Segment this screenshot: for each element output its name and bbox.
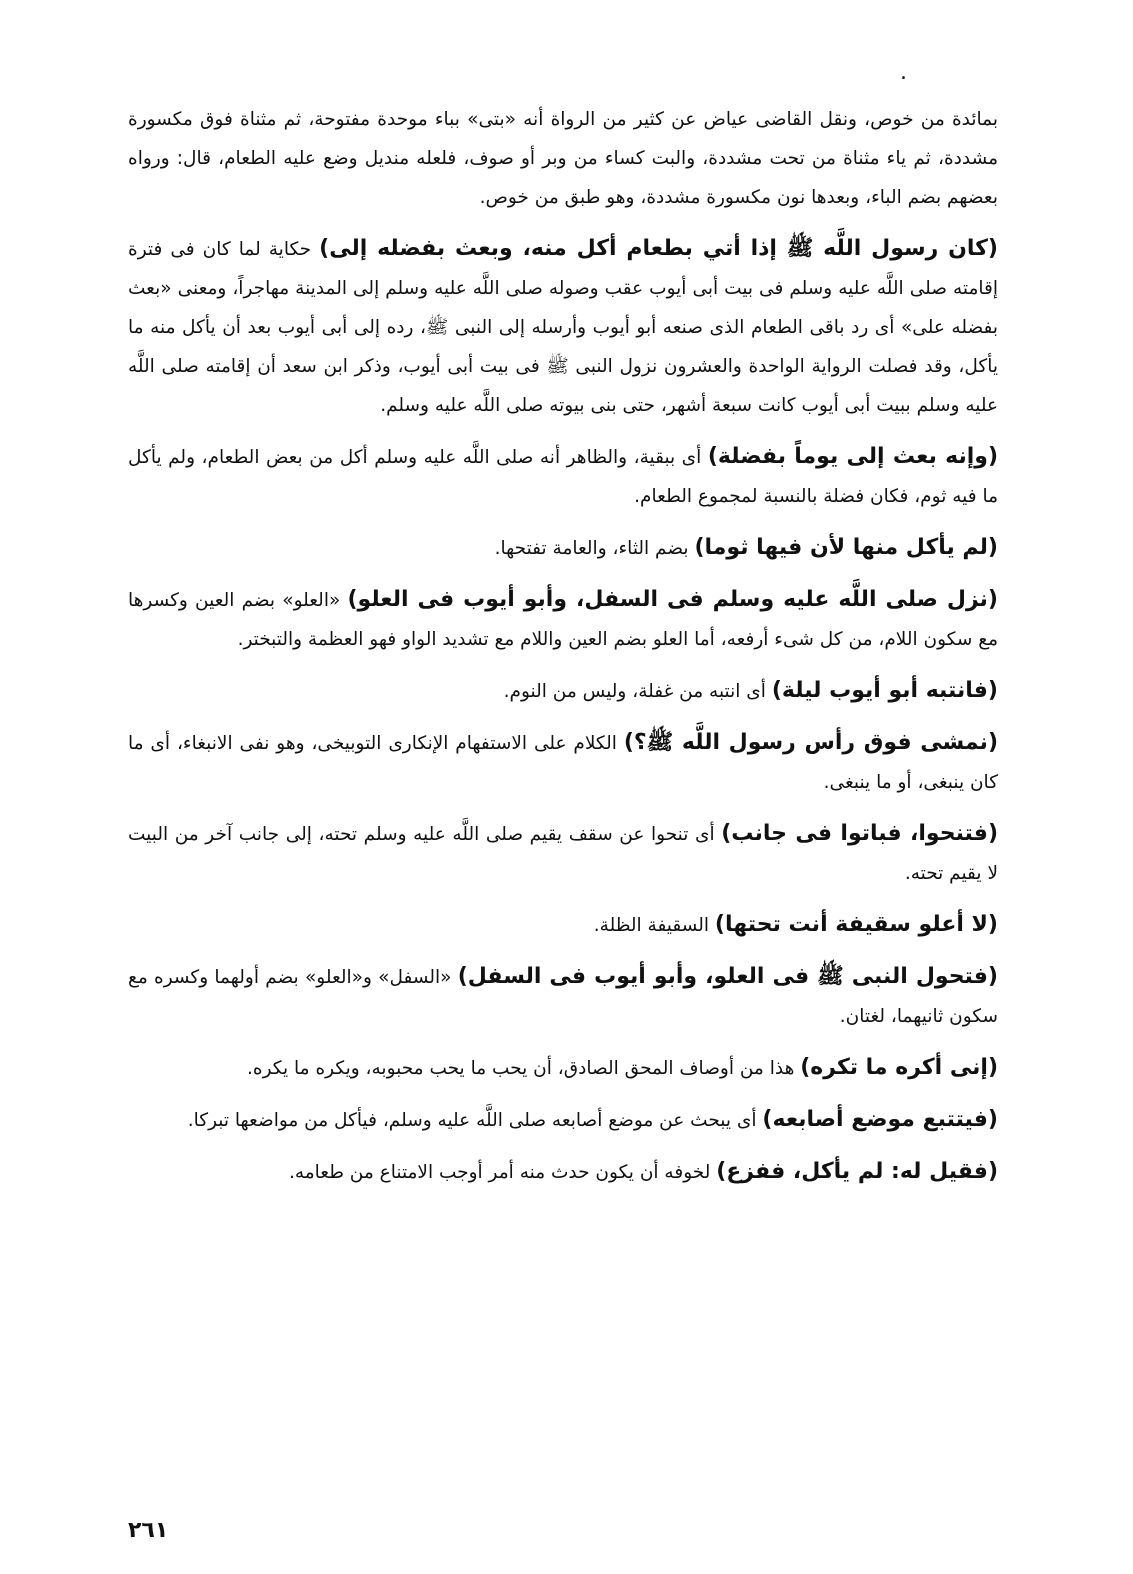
- paragraph-text: أى يبحث عن موضع أصابعه صلى اللَّه عليه وسلم، فيأكل من مواضعها تبركا.: [187, 1110, 757, 1131]
- hadith-quote: (فانتبه أبو أيوب ليلة): [771, 678, 998, 703]
- hadith-quote: (نمشى فوق رأس رسول اللَّه ﷺ؟): [623, 730, 998, 755]
- hadith-quote: (فيتتبع موضع أصابعه): [762, 1107, 998, 1132]
- hadith-quote: (لا أعلو سقيفة أنت تحتها): [714, 912, 998, 937]
- paragraph-text: الكلام على الاستفهام الإنكارى التوبيخى، وهو نفى الانبغاء، أى ما كان ينبغى، أو ما ينبغى.: [128, 733, 998, 793]
- commentary-paragraph: [128, 671, 998, 711]
- hadith-quote: (فقيل له: لم يأكل، ففزع): [716, 1159, 998, 1184]
- commentary-paragraph: [128, 814, 998, 893]
- hadith-quote: (إنى أكره ما تكره): [800, 1055, 998, 1080]
- paragraph-text: أى تنحوا عن سقف يقيم صلى اللَّه عليه وسلم تحته، إلى جانب آخر من البيت لا يقيم تحته.: [128, 824, 998, 884]
- commentary-paragraph: [128, 723, 998, 802]
- paragraph-text: «السفل» و«العلو» بضم أولهما وكسره مع سكون ثانيهما، لغتان.: [128, 967, 998, 1027]
- commentary-paragraph: [128, 528, 998, 568]
- page-body: [128, 100, 998, 1192]
- paragraph-text: أى ببقية، والظاهر أنه صلى اللَّه عليه وسلم أكل من بعض الطعام، ولم يأكل ما فيه ثوم، فكان فضلة بالنسبة لمجموع الطعام.: [128, 447, 998, 507]
- paragraph-text: أى انتبه من غفلة، وليس من النوم.: [503, 681, 766, 702]
- paragraph-text: حكاية لما كان فى فترة إقامته صلى اللَّه عليه وسلم فى بيت أبى أيوب عقب وصوله صلى اللَّه عليه وسلم إلى المدينة مهاجراً، ومعنى «بعث بفضله على» أى رد باقى الطعام الذى صنعه أبو أيوب وأرسله إلى النبى ﷺ، رده إلى أبى أيوب بعد أن يأكل منه ما يأكل، وقد فصلت الرواية الواحدة والعشرون نزول النبى ﷺ فى بيت أبى أيوب، وذكر ابن سعد أن إقامته صلى اللَّه عليه وسلم ببيت أبى أيوب كانت سبعة أشهر، حتى بنى بيوته صلى اللَّه عليه وسلم.: [128, 239, 998, 416]
- hadith-quote: (لم يأكل منها لأن فيها ثوما): [694, 535, 998, 560]
- paragraph-text: لخوفه أن يكون حدث منه أمر أوجب الامتناع من طعامه.: [288, 1162, 711, 1183]
- commentary-paragraph: [128, 957, 998, 1036]
- hadith-quote: (كان رسول اللَّه ﷺ إذا أتي بطعام أكل منه، وبعث بفضله إلى): [319, 236, 998, 261]
- hadith-quote: (وإنه بعث إلى يوماً بفضلة): [707, 444, 999, 469]
- commentary-paragraph: [128, 100, 998, 217]
- paragraph-text: السقيفة الظلة.: [593, 915, 710, 936]
- commentary-paragraph: [128, 437, 998, 516]
- commentary-paragraph: [128, 905, 998, 945]
- page-mark-dot: .: [900, 60, 907, 85]
- paragraph-text: بضم الثاء، والعامة تفتحها.: [494, 538, 689, 559]
- commentary-paragraph: [128, 580, 998, 659]
- commentary-paragraph: [128, 1100, 998, 1140]
- paragraph-text: هذا من أوصاف المحق الصادق، أن يحب ما يحب محبوبه، ويكره ما يكره.: [247, 1058, 795, 1079]
- hadith-quote: (فتحول النبى ﷺ فى العلو، وأبو أيوب فى السفل): [457, 964, 998, 989]
- commentary-paragraph: [128, 229, 998, 425]
- paragraph-text: بمائدة من خوص، ونقل القاضى عياض عن كثير من الرواة أنه «بتى» بباء موحدة مفتوحة، ثم مثناة فوق مكسورة مشددة، ثم ياء مثناة من تحت مشددة، والبت كساء من وبر أو صوف، فلعله منديل وضع عليه الطعام، قال: ورواه بعضهم بضم الباء، وبعدها نون مكسورة مشددة، وهو طبق من خوص.: [128, 109, 998, 208]
- commentary-paragraph: [128, 1152, 998, 1192]
- paragraph-text: «العلو» بضم العين وكسرها مع سكون اللام، من كل شىء أرفعه، أما العلو بضم العين واللام مع تشديد الواو فهو العظمة والتبختر.: [128, 590, 998, 650]
- page-number: ٢٦١: [128, 1518, 169, 1543]
- commentary-paragraph: [128, 1048, 998, 1088]
- hadith-quote: (نزل صلى اللَّه عليه وسلم فى السفل، وأبو أيوب فى العلو): [347, 587, 998, 612]
- hadith-quote: (فتنحوا، فباتوا فى جانب): [721, 821, 998, 846]
